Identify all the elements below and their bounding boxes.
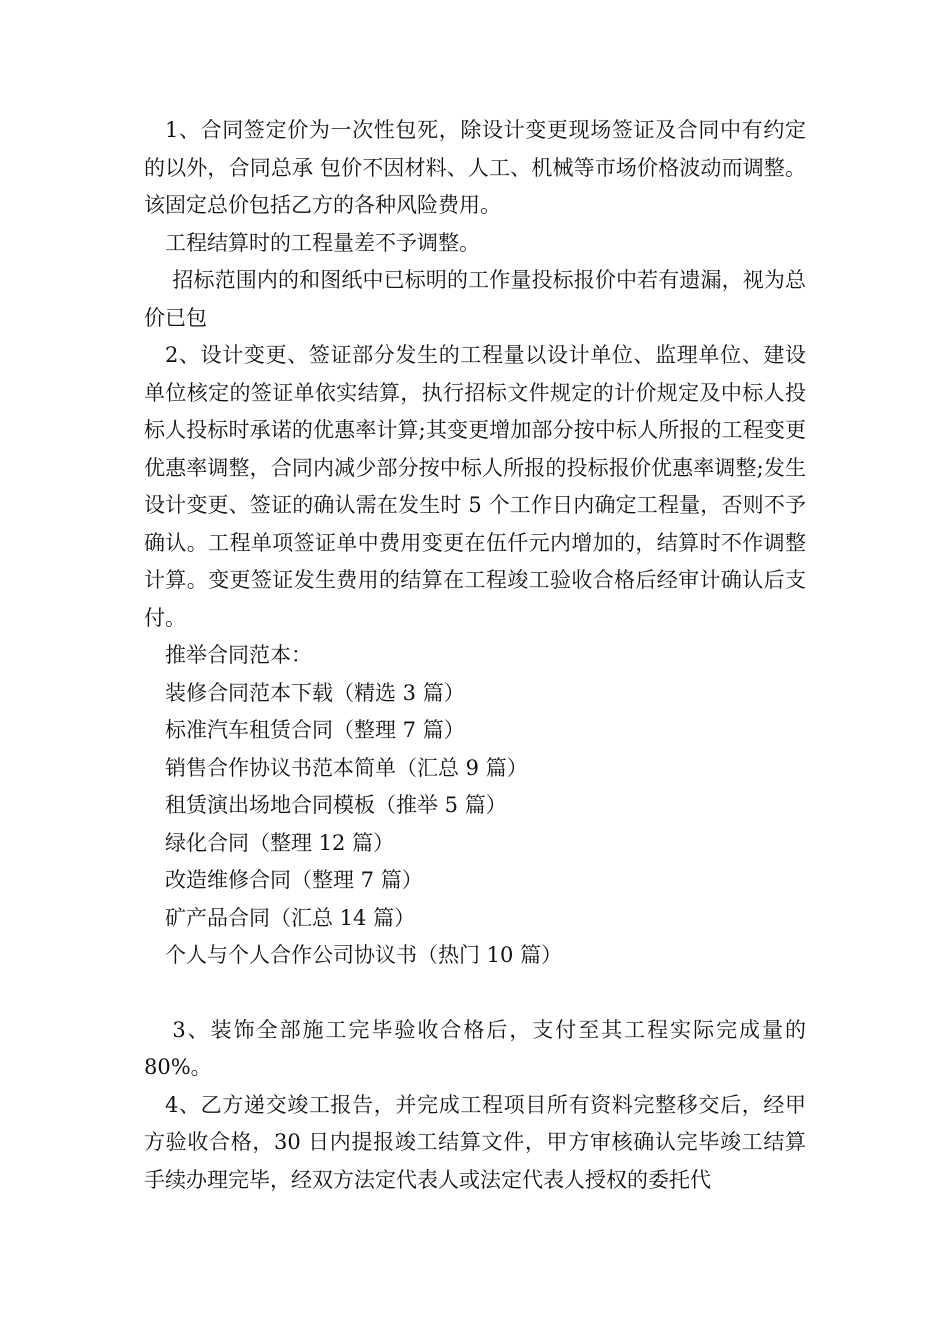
clause-1-paragraph: 1、合同签定价为一次性包死，除设计变更现场签证及合同中有约定的以外，合同总承 包价不因材料、人工、机械等市场价格波动而调整。该固定总价包括乙方的各种风险费用。 — [144, 118, 806, 217]
recommend-link-5[interactable]: 绿化合同（整理 12 篇） — [165, 830, 395, 855]
recommend-link-3[interactable]: 销售合作协议书范本简单（汇总 9 篇） — [165, 755, 528, 780]
recommend-link-7[interactable]: 矿产品合同（汇总 14 篇） — [165, 905, 416, 930]
recommend-link-2[interactable]: 标准汽车租赁合同（整理 7 篇） — [165, 718, 465, 742]
quantity-difference-paragraph: 工程结算时的工程量差不予调整。 — [165, 230, 480, 255]
recommend-link-8[interactable]: 个人与个人合作公司协议书（热门 10 篇） — [165, 943, 563, 967]
blank-line — [144, 975, 806, 1012]
recommend-link-1[interactable]: 装修合同范本下载（精选 3 篇） — [165, 680, 465, 705]
bid-scope-paragraph: 招标范围内的和图纸中已标明的工作量投标报价中若有遗漏，视为总价已包 — [144, 268, 806, 330]
clause-4-paragraph: 4、乙方递交竣工报告，并完成工程项目所有资料完整移交后，经甲方验收合格，30 日内提报竣工结算文件，甲方审核确认完毕竣工结算手续办理完毕，经双方法定代表人或法定代表人授权的委托代 — [144, 1092, 806, 1192]
document-body — [144, 112, 806, 1199]
clause-2-paragraph: 2、设计变更、签证部分发生的工程量以设计单位、监理单位、建设单位核定的签证单依实结算，执行招标文件规定的计价规定及中标人投标人投标时承诺的优惠率计算;其变更增加部分按中标人所报的工程变更优惠率调整，合同内减少部分按中标人所报的投标报价优惠率调整;发生设计变更、签证的确认需在发生时 5 个工作日内确定工程量，否则不予确认。工程单项签证单中费用变更在伍仟元内增加的，结算时不作调整计算。变更签证发生费用的结算在工程竣工验收合格后经审计确认后支付。 — [144, 343, 806, 630]
recommend-heading: 推举合同范本： — [165, 643, 312, 667]
recommend-link-6[interactable]: 改造维修合同（整理 7 篇） — [165, 868, 423, 892]
clause-3-paragraph: 3、装饰全部施工完毕验收合格后，支付至其工程实际完成量的80%。 — [144, 1017, 806, 1079]
recommend-link-4[interactable]: 租赁演出场地合同模板（推举 5 篇） — [165, 793, 507, 817]
